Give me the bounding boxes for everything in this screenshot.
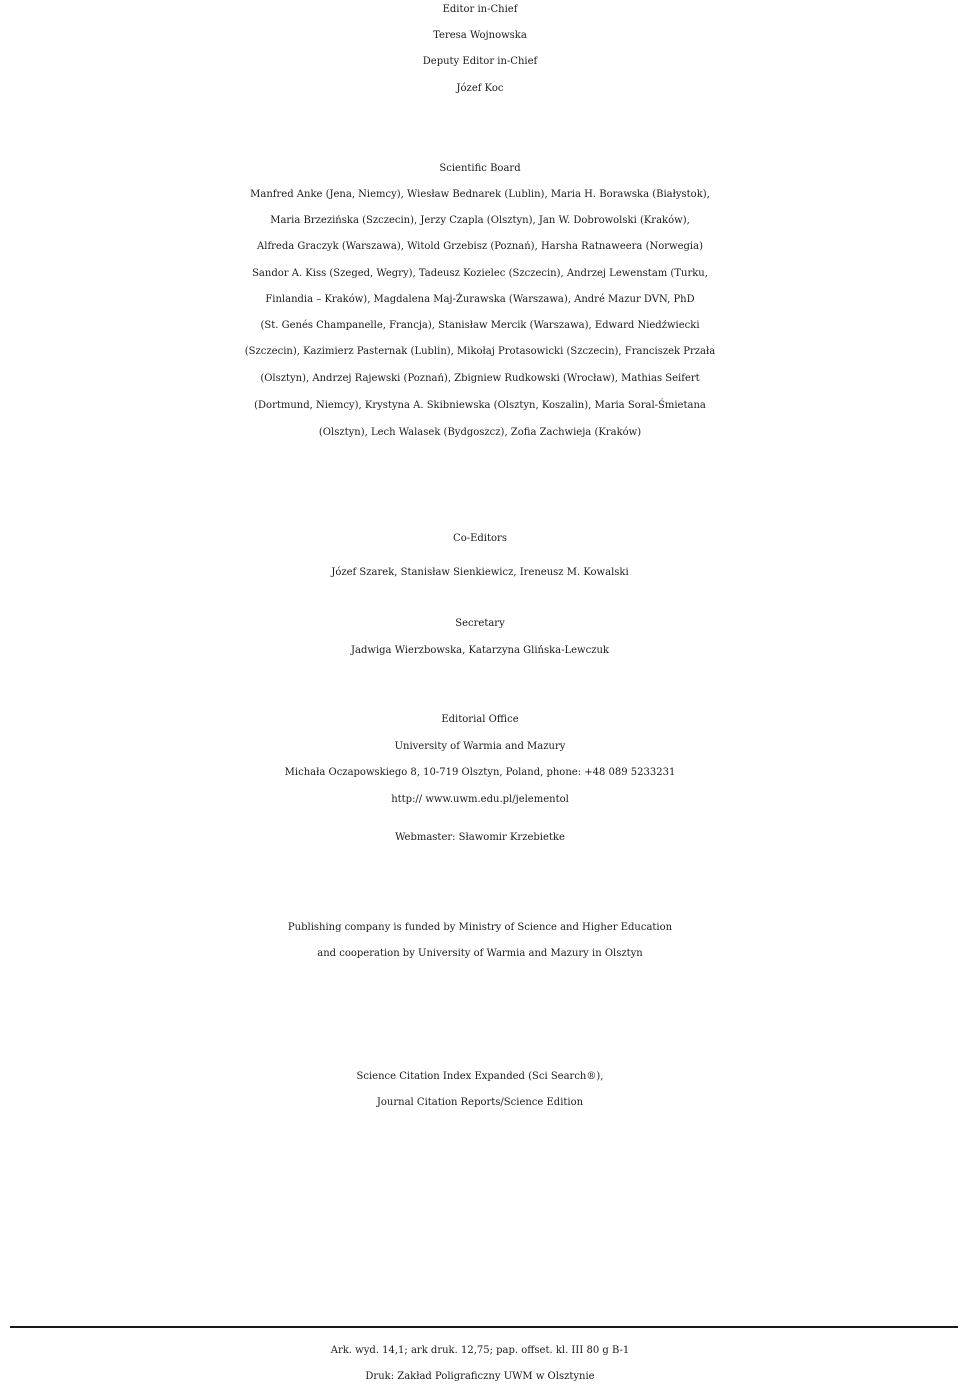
webmaster: Webmaster: Sławomir Krzebietke xyxy=(395,832,565,843)
co-editors-heading: Co-Editors xyxy=(453,533,507,544)
board-line: (Olsztyn), Andrzej Rajewski (Poznań), Zbigniew Rudkowski (Wrocław), Mathias Seifert xyxy=(260,373,700,384)
board-line: Alfreda Graczyk (Warszawa), Witold Grzebisz (Poznań), Harsha Ratnaweera (Norwegia) xyxy=(257,241,703,252)
board-line: Finlandia – Kraków), Magdalena Maj-Żurawska (Warszawa), André Mazur DVN, PhD xyxy=(265,294,695,305)
board-line: Maria Brzezińska (Szczecin), Jerzy Czapla (Olsztyn), Jan W. Dobrowolski (Kraków), xyxy=(270,215,690,226)
indexing-line-1: Science Citation Index Expanded (Sci Search®), xyxy=(356,1071,604,1082)
deputy-editor-label: Deputy Editor in-Chief xyxy=(422,56,538,67)
print-details: Ark. wyd. 14,1; ark druk. 12,75; pap. offset. kl. III 80 g B-1 xyxy=(330,1345,630,1356)
board-line: Manfred Anke (Jena, Niemcy), Wiesław Bednarek (Lublin), Maria H. Borawska (Białystok), xyxy=(250,189,710,200)
board-line: (Olsztyn), Lech Walasek (Bydgoszcz), Zofia Zachwieja (Kraków) xyxy=(318,427,642,438)
secretary-names: Jadwiga Wierzbowska, Katarzyna Glińska-Lewczuk xyxy=(351,645,609,656)
board-line: Sandor A. Kiss (Szeged, Wegry), Tadeusz Kozielec (Szczecin), Andrzej Lewenstam (Turku, xyxy=(252,268,708,279)
funding-line-2: and cooperation by University of Warmia and Mazury in Olsztyn xyxy=(317,948,643,959)
scientific-board-heading: Scientific Board xyxy=(439,163,521,174)
journal-url: http:// www.uwm.edu.pl/jelementol xyxy=(391,794,569,805)
printer-info: Druk: Zakład Poligraficzny UWM w Olsztynie xyxy=(365,1371,595,1382)
board-line: (Dortmund, Niemcy), Krystyna A. Skibniewska (Olsztyn, Koszalin), Maria Soral-Śmietana xyxy=(254,400,706,411)
footer-divider xyxy=(10,1326,958,1328)
editorial-office-address: Michała Oczapowskiego 8, 10-719 Olsztyn, Poland, phone: +48 089 5233231 xyxy=(284,767,676,778)
editorial-office-university: University of Warmia and Mazury xyxy=(394,741,566,752)
secretary-heading: Secretary xyxy=(455,618,505,629)
deputy-editor-name: Józef Koc xyxy=(456,83,504,94)
board-line: (St. Genés Champanelle, Francja), Stanisław Mercik (Warszawa), Edward Niedźwiecki xyxy=(260,320,700,331)
funding-line-1: Publishing company is funded by Ministry of Science and Higher Education xyxy=(287,922,673,933)
indexing-line-2: Journal Citation Reports/Science Edition xyxy=(376,1097,584,1108)
editorial-office-heading: Editorial Office xyxy=(441,714,519,725)
editor-in-chief-name: Teresa Wojnowska xyxy=(433,30,527,41)
editor-in-chief-label: Editor in-Chief xyxy=(442,4,518,15)
board-line: (Szczecin), Kazimierz Pasternak (Lublin), Mikołaj Protasowicki (Szczecin), Franciszek Przała xyxy=(244,346,716,357)
co-editors-names: Józef Szarek, Stanisław Sienkiewicz, Ireneusz M. Kowalski xyxy=(331,567,629,578)
